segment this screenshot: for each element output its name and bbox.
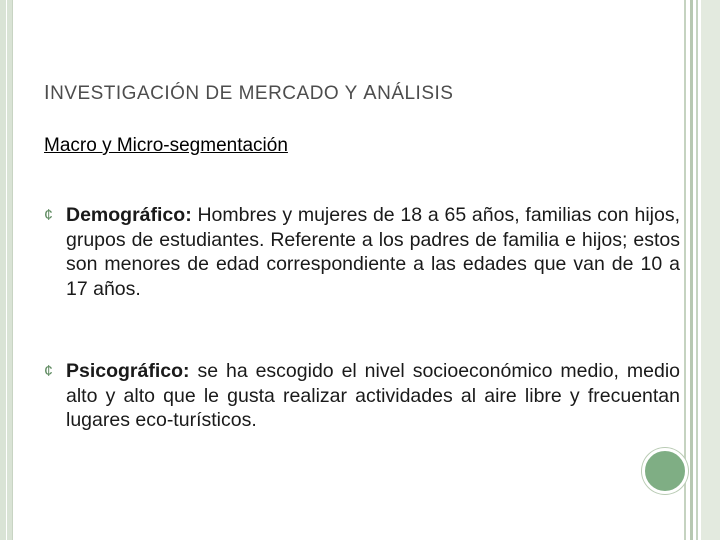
ring-bullet-icon: ¢ xyxy=(44,207,53,224)
title-text: NÁLISIS xyxy=(377,83,454,104)
right-decorative-stripe xyxy=(690,0,693,540)
bullet-item-demografico xyxy=(44,203,680,301)
title-initial: I xyxy=(44,82,51,104)
bullet-body: Hombres y mujeres de 18 a 65 años, familias con hijos, grupos de estudiantes. Referente a los padres de familia e hijos; estos son menores de edad correspondiente a las edades que van de 10 a 17 años. xyxy=(66,204,680,300)
left-decorative-line xyxy=(6,0,7,540)
slide-title xyxy=(44,82,453,105)
right-decorative-stripe xyxy=(696,0,698,540)
bullet-label: Psicográfico: xyxy=(66,360,190,382)
ring-bullet-icon: ¢ xyxy=(44,363,53,380)
bullet-text xyxy=(66,203,680,301)
bullet-item-psicografico xyxy=(44,359,680,433)
decorative-circle xyxy=(642,448,688,494)
right-decorative-band xyxy=(701,0,720,540)
title-initial: A xyxy=(363,82,378,104)
bullet-body: se ha escogido el nivel socioeconómico medio, medio alto y alto que le gusta realizar actividades al aire libre y frecuentan lugares eco-turísticos. xyxy=(66,360,680,431)
bullet-text xyxy=(66,359,680,433)
slide-subtitle: Macro y Micro-segmentación xyxy=(44,135,288,156)
bullet-label: Demográfico: xyxy=(66,204,192,226)
title-text: NVESTIGACIÓN DE MERCADO Y xyxy=(50,83,364,104)
